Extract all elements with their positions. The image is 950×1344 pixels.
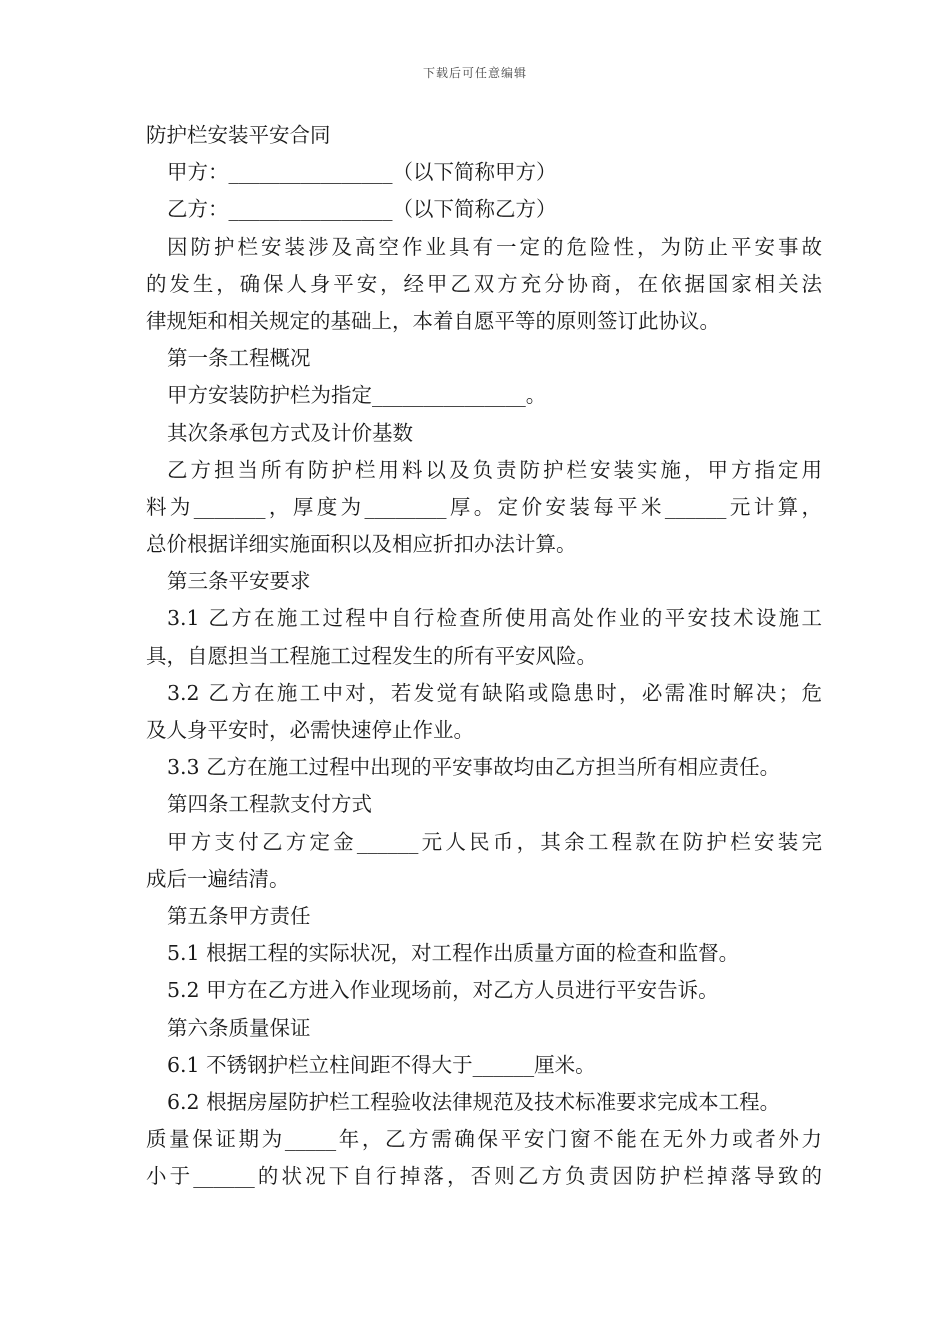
document-line: 甲方安装防护栏为指定_______________。 [167, 383, 547, 408]
document-line: 甲方：________________（以下简称甲方） [167, 160, 557, 185]
document-line: 3.2 乙方在施工中对，若发觉有缺陷或隐患时，必需准时解决；危 [167, 680, 822, 705]
document-line: 总价根据详细实施面积以及相应折扣办法计算。 [146, 532, 577, 557]
document-line: 3.1 乙方在施工过程中自行检查所使用高处作业的平安技术设施工 [167, 606, 822, 631]
document-line: 乙方担当所有防护栏用料以及负责防护栏安装实施，甲方指定用 [167, 457, 822, 482]
document-line: 律规矩和相关规定的基础上，本着自愿平等的原则签订此协议。 [146, 308, 720, 333]
document-line: 第四条工程款支付方式 [167, 792, 372, 817]
document-line: 小于______的状况下自行掉落，否则乙方负责因防护栏掉落导致的 [146, 1164, 822, 1189]
document-line: 第三条平安要求 [167, 569, 311, 594]
document-line: 5.2 甲方在乙方进入作业现场前，对乙方人员进行平安告诉。 [167, 978, 719, 1003]
document-line: 第六条质量保证 [167, 1015, 311, 1040]
document-line: 6.1 不锈钢护栏立柱间距不得大于______厘米。 [167, 1052, 596, 1077]
document-body [146, 117, 822, 1195]
document-title: 防护栏安装平安合同 [146, 123, 331, 147]
document-line: 5.1 根据工程的实际状况，对工程作出质量方面的检查和监督。 [167, 941, 740, 966]
document-line: 料为_______，厚度为________厚。定价安装每平米______元计算， [146, 494, 822, 519]
document-line: 3.3 乙方在施工过程中出现的平安事故均由乙方担当所有相应责任。 [167, 755, 781, 780]
header-note: 下载后可任意编辑 [422, 66, 527, 80]
document-line: 及人身平安时，必需快速停止作业。 [146, 718, 474, 742]
document-line: 6.2 根据房屋防护栏工程验收法律规范及技术标准要求完成本工程。 [167, 1089, 781, 1114]
document-line: 第一条工程概况 [167, 346, 311, 371]
document-line: 的发生，确保人身平安，经甲乙双方充分协商，在依据国家相关法 [146, 271, 822, 296]
document-line: 其次条承包方式及计价基数 [167, 420, 413, 445]
document-line: 因防护栏安装涉及高空作业具有一定的危险性，为防止平安事故 [167, 234, 822, 259]
document-line: 质量保证期为_____年，乙方需确保平安门窗不能在无外力或者外力 [146, 1127, 822, 1152]
document-line: 乙方：________________（以下简称乙方） [167, 197, 557, 222]
document-line: 甲方支付乙方定金______元人民币，其余工程款在防护栏安装完 [167, 829, 822, 854]
document-lines [146, 154, 822, 1195]
document-line: 具，自愿担当工程施工过程发生的所有平安风险。 [146, 643, 597, 668]
document-line: 成后一遍结清。 [146, 866, 290, 891]
document-line: 第五条甲方责任 [167, 903, 311, 928]
